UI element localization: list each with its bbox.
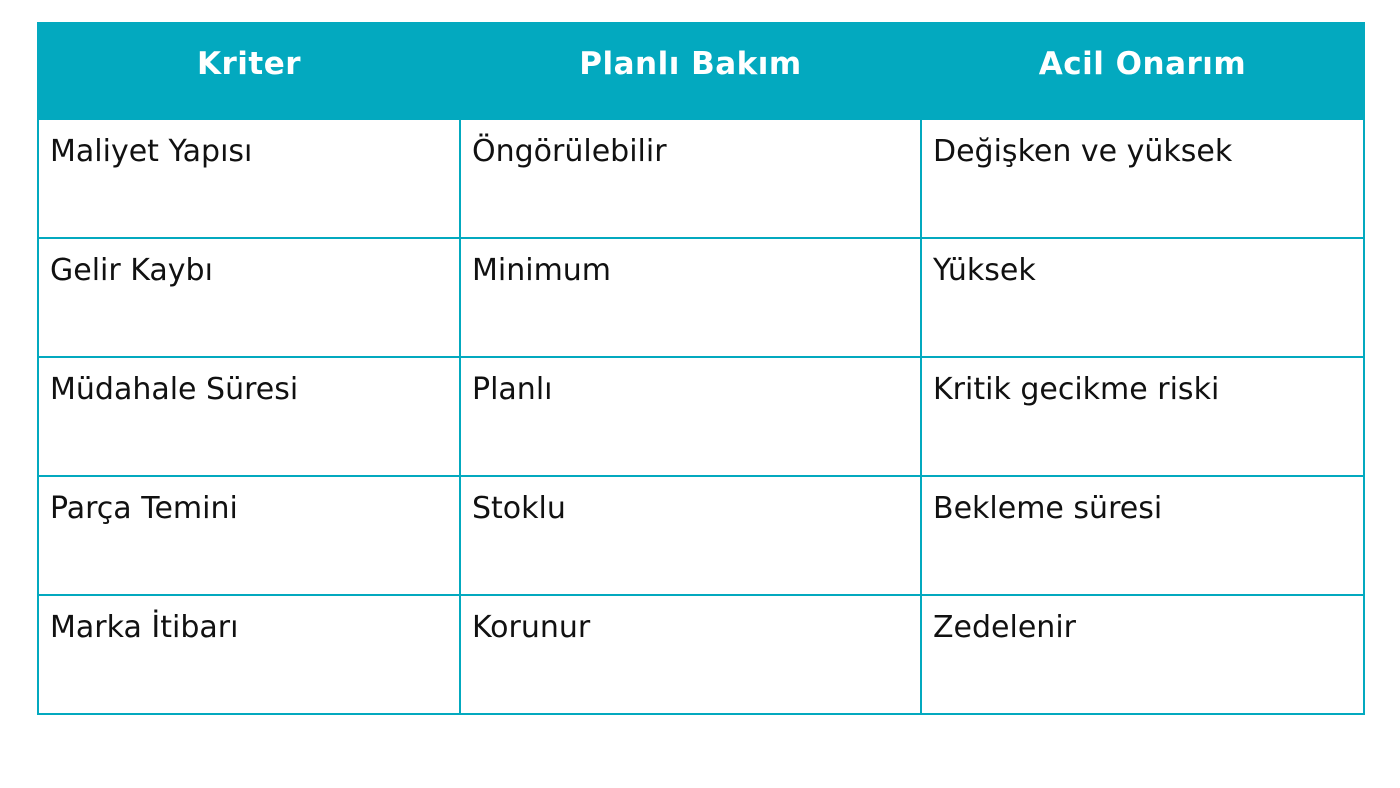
header-planned-maintenance: Planlı Bakım bbox=[460, 23, 921, 119]
emergency-repair-cell: Bekleme süresi bbox=[921, 476, 1364, 595]
table-body bbox=[38, 119, 1364, 714]
table-row bbox=[38, 595, 1364, 714]
criterion-cell: Gelir Kaybı bbox=[38, 238, 460, 357]
planned-maintenance-cell: Korunur bbox=[460, 595, 921, 714]
comparison-table bbox=[37, 22, 1365, 715]
header-criterion: Kriter bbox=[38, 23, 460, 119]
header-emergency-repair: Acil Onarım bbox=[921, 23, 1364, 119]
planned-maintenance-cell: Öngörülebilir bbox=[460, 119, 921, 238]
criterion-cell: Marka İtibarı bbox=[38, 595, 460, 714]
table-row bbox=[38, 238, 1364, 357]
planned-maintenance-cell: Minimum bbox=[460, 238, 921, 357]
emergency-repair-cell: Yüksek bbox=[921, 238, 1364, 357]
emergency-repair-cell: Zedelenir bbox=[921, 595, 1364, 714]
table-row bbox=[38, 357, 1364, 476]
table-row bbox=[38, 119, 1364, 238]
planned-maintenance-cell: Planlı bbox=[460, 357, 921, 476]
emergency-repair-cell: Kritik gecikme riski bbox=[921, 357, 1364, 476]
emergency-repair-cell: Değişken ve yüksek bbox=[921, 119, 1364, 238]
criterion-cell: Müdahale Süresi bbox=[38, 357, 460, 476]
criterion-cell: Maliyet Yapısı bbox=[38, 119, 460, 238]
table-header bbox=[38, 23, 1364, 119]
planned-maintenance-cell: Stoklu bbox=[460, 476, 921, 595]
criterion-cell: Parça Temini bbox=[38, 476, 460, 595]
header-row bbox=[38, 23, 1364, 119]
table-row bbox=[38, 476, 1364, 595]
